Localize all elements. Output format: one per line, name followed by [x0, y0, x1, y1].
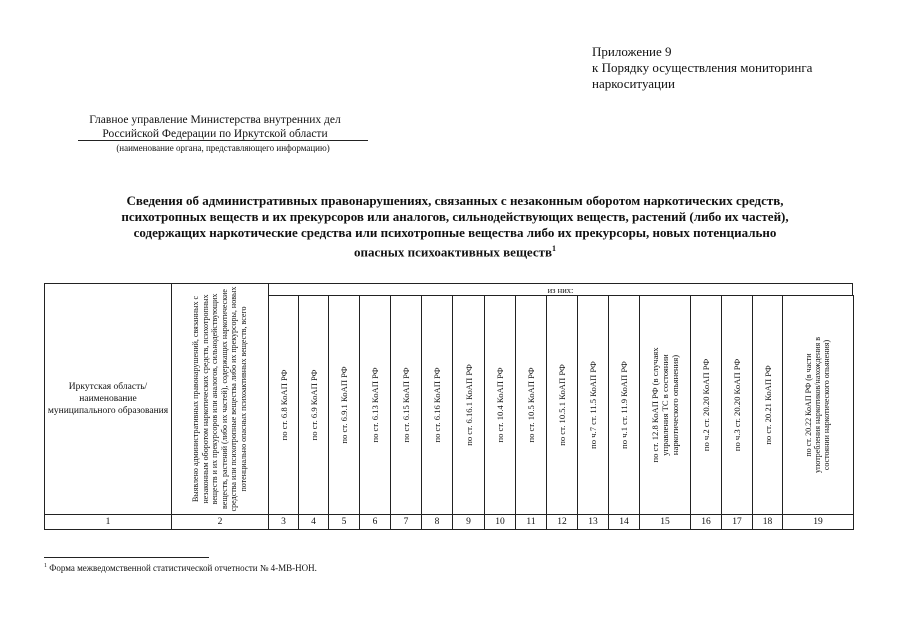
header-cell-subcolumn — [452, 295, 485, 515]
header-total-label: Выявлено административных правонарушений, связанных с незаконным оборотом наркотических средств, психотропных веществ и их прекурсоров или аналогов, сильнодействующих веществ, растений (либо их частей), содержащих наркотические средства или психотропные вещества либо их прекурсоры, новых потенциально опасных психоактивных веществ, всего — [191, 286, 249, 512]
column-number: 2 — [217, 517, 223, 527]
column-number-cell — [268, 514, 299, 530]
header-cell-subcolumn — [390, 295, 422, 515]
column-number: 1 — [105, 517, 111, 527]
column-number: 8 — [434, 517, 440, 527]
organization-line-2: Российской Федерации по Иркутской области — [102, 128, 328, 140]
header-cell-region — [44, 283, 172, 515]
column-number: 10 — [495, 517, 505, 527]
header-cell-subcolumn — [752, 295, 783, 515]
footnote-mark: 1 — [44, 563, 47, 569]
title-line-4 — [40, 241, 870, 260]
subcolumn-label: по ст. 10.5 КоАП РФ — [526, 367, 536, 443]
appendix-line-1: Приложение 9 — [592, 44, 672, 59]
subcolumn-label: по ч.2 ст. 20.20 КоАП РФ — [701, 358, 711, 452]
subcolumn-label: по ст. 6.9.1 КоАП РФ — [339, 366, 349, 444]
header-cell-subcolumn — [328, 295, 360, 515]
appendix-line-2: к Порядку осуществления мониторинга — [592, 60, 813, 75]
title-line-4-text: опасных психоактивных веществ — [353, 244, 553, 260]
organization-block — [60, 113, 370, 141]
title-footnote-mark: 1 — [552, 244, 557, 253]
column-number-cell — [752, 514, 783, 530]
header-cell-subcolumn — [782, 295, 854, 515]
appendix-header — [592, 44, 812, 92]
column-number-cell — [608, 514, 640, 530]
column-number-cell — [721, 514, 753, 530]
subcolumn-label: по ч.1 ст. 11.9 КоАП РФ — [619, 361, 629, 449]
header-cell-subcolumn — [359, 295, 391, 515]
column-number-cell — [690, 514, 722, 530]
column-number: 6 — [372, 517, 378, 527]
column-number-cell — [515, 514, 547, 530]
header-cell-subcolumn — [690, 295, 722, 515]
column-number-cell — [639, 514, 691, 530]
title-line-3: содержащих наркотические средства или психотропные вещества либо их прекурсоры, новых потенциально — [133, 225, 777, 240]
column-number-cell — [171, 514, 269, 530]
column-number-cell — [390, 514, 422, 530]
column-number-cell — [44, 514, 172, 530]
header-cell-subcolumn — [639, 295, 691, 515]
column-number-cell — [782, 514, 854, 530]
subcolumn-label: по ч.7 ст. 11.5 КоАП РФ — [588, 361, 598, 449]
header-cell-subcolumn — [546, 295, 578, 515]
header-cell-subcolumn — [268, 295, 299, 515]
appendix-line-3: наркоситуации — [592, 76, 675, 91]
column-number-cell — [546, 514, 578, 530]
column-number: 12 — [557, 517, 567, 527]
footnote-divider — [44, 557, 209, 558]
subcolumn-label: по ст. 6.16.1 КоАП РФ — [463, 364, 474, 446]
subcolumn-label: по ст. 6.13 КоАП РФ — [370, 367, 380, 443]
column-number: 13 — [588, 517, 598, 527]
subcolumn-label: по ст. 6.9 КоАП РФ — [308, 369, 319, 441]
column-number: 4 — [311, 517, 316, 527]
header-cell-subcolumn — [515, 295, 547, 515]
subcolumn-label: по ст. 20.22 КоАП РФ (в части употребления наркотиков/нахождения в состоянии наркотического опьянения) — [804, 337, 832, 473]
header-cell-subcolumn — [484, 295, 516, 515]
column-number-cell — [421, 514, 453, 530]
column-number: 14 — [619, 517, 629, 527]
subcolumn-label: по ст. 6.15 КоАП РФ — [401, 367, 411, 443]
organization-underline — [78, 140, 368, 141]
column-number: 7 — [403, 517, 409, 527]
header-region-label: Иркутская область/ наименование муниципального образования — [47, 382, 169, 416]
header-cell-subcolumn — [577, 295, 609, 515]
subcolumn-label: по ст. 20.21 КоАП РФ — [762, 365, 773, 445]
header-cell-total — [171, 283, 269, 515]
column-number: 19 — [813, 517, 823, 527]
column-number-cell — [452, 514, 485, 530]
header-cell-subcolumn — [608, 295, 640, 515]
subcolumn-label: по ч.3 ст. 20.20 КоАП РФ — [732, 358, 742, 452]
column-number: 3 — [281, 517, 286, 527]
footnote — [44, 563, 317, 573]
header-cell-subcolumn — [298, 295, 329, 515]
subcolumn-label: по ст. 6.8 КоАП РФ — [278, 369, 289, 441]
subcolumn-label: по ст. 10.5.1 КоАП РФ — [557, 364, 567, 446]
header-group-label: из них: — [547, 284, 574, 295]
header-cell-subcolumn — [721, 295, 753, 515]
column-number: 18 — [762, 517, 773, 527]
title-line-2: психотропных веществ и их прекурсоров или аналогов, сильнодействующих веществ, растений (либо их частей), — [121, 209, 789, 224]
column-number: 15 — [660, 517, 670, 527]
column-number-cell — [577, 514, 609, 530]
column-number: 9 — [466, 517, 471, 527]
subcolumn-label: по ст. 6.16 КоАП РФ — [432, 367, 442, 443]
column-number: 5 — [341, 517, 347, 527]
footnote-text: Форма межведомственной статистической отчетности № 4-МВ-НОН. — [49, 563, 317, 573]
column-number: 17 — [732, 517, 742, 527]
column-number: 11 — [526, 517, 536, 527]
report-table — [44, 283, 853, 530]
column-number-cell — [484, 514, 516, 530]
column-number: 16 — [701, 517, 711, 527]
organization-caption: (наименование органа, представляющего информацию) — [116, 143, 330, 153]
column-number-cell — [298, 514, 329, 530]
subcolumn-label: по ст. 12.8 КоАП РФ (в случаях управления ТС в состоянии наркотического опьянения) — [650, 347, 680, 463]
header-cell-subcolumn — [421, 295, 453, 515]
document-title — [40, 193, 870, 260]
subcolumn-label: по ст. 10.4 КоАП РФ — [495, 367, 505, 443]
organization-line-1: Главное управление Министерства внутренних дел — [89, 114, 341, 126]
column-number-cell — [328, 514, 360, 530]
title-line-1: Сведения об административных правонарушениях, связанных с незаконным оборотом наркотических средств, — [126, 193, 784, 208]
column-number-cell — [359, 514, 391, 530]
